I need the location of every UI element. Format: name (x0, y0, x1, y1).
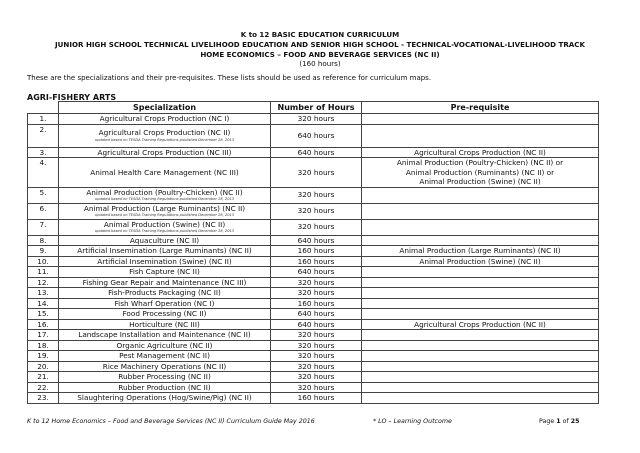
prerequisite-cell (362, 256, 599, 267)
specialization-cell (59, 235, 271, 246)
prerequisite-cell (362, 124, 599, 147)
prerequisite-cell (362, 361, 599, 372)
prerequisite-cell (362, 187, 599, 203)
hours-cell: 320 hours (271, 203, 362, 219)
prerequisite-cell (362, 319, 599, 330)
specialization-cell (59, 277, 271, 288)
specialization-name: Artificial Insemination (Swine) (NC II) (97, 256, 232, 266)
page-number: Page 1 of 25 (539, 418, 580, 425)
prerequisite-line: Agricultural Crops Production (NC II) (414, 147, 546, 157)
hours-cell: 320 hours (271, 277, 362, 288)
specialization-name: Horticulture (NC III) (129, 319, 200, 329)
prerequisite-cell (362, 158, 599, 188)
specialization-cell (59, 124, 271, 147)
specialization-name: Agricultural Crops Production (NC II) (98, 128, 231, 138)
prerequisite-line: Animal Production (Poultry-Chicken) (NC II) or (396, 158, 564, 167)
row-number: 10. (28, 256, 59, 267)
specialization-name: Food Processing (NC II) (122, 309, 207, 318)
table-row (28, 158, 599, 188)
specialization-name: Rubber Processing (NC II) (118, 372, 211, 381)
prerequisite-cell (362, 330, 599, 341)
specialization-cell (59, 298, 271, 309)
table-row (28, 319, 599, 330)
hours-cell: 320 hours (271, 114, 362, 125)
hours-cell: 320 hours (271, 361, 362, 372)
hours-cell: 640 hours (271, 124, 362, 147)
prerequisite-line: Animal Production (Swine) (NC II) (419, 256, 541, 266)
row-number: 15. (28, 309, 59, 320)
hours-cell: 320 hours (271, 351, 362, 362)
prerequisite-cell (362, 288, 599, 299)
hours-cell: 640 hours (271, 147, 362, 158)
table-row (28, 288, 599, 299)
specialization-name: Fish Capture (NC II) (129, 267, 200, 276)
hours-cell: 320 hours (271, 340, 362, 351)
table-row (28, 382, 599, 393)
table-row (28, 393, 599, 404)
row-number: 14. (28, 298, 59, 309)
specialization-cell (59, 330, 271, 341)
specialization-cell (59, 187, 271, 203)
hours-cell: 640 hours (271, 267, 362, 278)
document-header (0, 30, 640, 69)
prerequisite-line: Animal Production (Large Ruminants) (NC II) (399, 246, 561, 255)
specialization-name: Agricultural Crops Production (NC III) (97, 147, 232, 157)
footer-lo-note: * LO – Learning Outcome (373, 418, 452, 425)
prerequisite-line: Animal Production (Swine) (NC II) (419, 177, 541, 186)
hours-cell: 320 hours (271, 330, 362, 341)
table-row (28, 235, 599, 246)
prerequisite-cell (362, 235, 599, 246)
specialization-name: Fish Wharf Operation (NC I) (114, 298, 215, 308)
hours-cell: 160 hours (271, 298, 362, 309)
hours-cell: 320 hours (271, 158, 362, 188)
specialization-cell (59, 246, 271, 257)
prerequisite-line: Agricultural Crops Production (NC II) (414, 319, 546, 329)
row-number: 13. (28, 288, 59, 299)
table-row (28, 361, 599, 372)
specialization-name: Fishing Gear Repair and Maintenance (NC III) (82, 277, 247, 287)
table-row (28, 246, 599, 257)
prerequisite-cell (362, 372, 599, 383)
specialization-name: Artificial Insemination (Large Ruminants) (NC II) (77, 246, 252, 255)
specialization-cell (59, 147, 271, 158)
specialization-name: Aquaculture (NC II) (129, 235, 200, 245)
column-header-specialization: Specialization (59, 102, 271, 114)
prerequisite-cell (362, 203, 599, 219)
table-row (28, 256, 599, 267)
hours-cell: 320 hours (271, 187, 362, 203)
table-row (28, 124, 599, 147)
table-row (28, 277, 599, 288)
tesda-update-note: updated based on TESDA Training Regulations published December 28, 2013 (94, 137, 235, 142)
specialization-cell (59, 319, 271, 330)
row-number: 16. (28, 319, 59, 330)
intro-text: These are the specializations and their pre-requisites. These lists should be used as reference for curriculum maps. (27, 74, 432, 82)
table-row (28, 309, 599, 320)
row-number: 11. (28, 267, 59, 278)
prerequisite-line: Animal Production (Ruminants) (NC II) or (405, 167, 555, 177)
section-title: AGRI-FISHERY ARTS (27, 93, 117, 102)
row-number: 3. (28, 147, 59, 158)
specialization-name: Slaughtering Operations (Hog/Swine/Pig) (NC II) (77, 393, 252, 402)
row-number: 12. (28, 277, 59, 288)
specialization-name: Landscape Installation and Maintenance (NC II) (78, 330, 251, 339)
specializations-table (27, 101, 599, 404)
specialization-cell (59, 158, 271, 188)
header-line-3: HOME ECONOMICS – FOOD AND BEVERAGE SERVICES (NC II) (200, 49, 440, 59)
table-row (28, 203, 599, 219)
specialization-cell (59, 382, 271, 393)
table-row (28, 187, 599, 203)
specialization-name: Animal Health Care Management (NC III) (90, 167, 239, 177)
prerequisite-cell (362, 298, 599, 309)
specialization-name: Animal Production (Poultry-Chicken) (NC II) (86, 187, 243, 197)
specialization-cell (59, 361, 271, 372)
specialization-name: Rice Machinery Operations (NC II) (102, 361, 227, 371)
specialization-cell (59, 267, 271, 278)
hours-cell: 320 hours (271, 288, 362, 299)
column-header-prerequisite: Pre-requisite (362, 102, 599, 114)
prerequisite-cell (362, 267, 599, 278)
hours-cell: 640 hours (271, 309, 362, 320)
row-number: 7. (28, 219, 59, 235)
specialization-cell (59, 219, 271, 235)
row-number: 4. (28, 158, 59, 188)
table-row (28, 267, 599, 278)
tesda-update-note: updated based on TESDA Training Regulations published December 28, 2013 (94, 229, 235, 234)
table-row (28, 114, 599, 125)
specialization-name: Rubber Production (NC II) (118, 382, 211, 392)
table-row (28, 372, 599, 383)
hours-cell: 640 hours (271, 319, 362, 330)
header-line-4: (160 hours) (299, 59, 341, 69)
specialization-name: Animal Production (Large Ruminants) (NC II) (83, 203, 246, 213)
prerequisite-cell (362, 246, 599, 257)
prerequisite-cell (362, 393, 599, 404)
hours-cell: 160 hours (271, 256, 362, 267)
specialization-cell (59, 309, 271, 320)
hours-cell: 320 hours (271, 382, 362, 393)
specialization-name: Animal Production (Swine) (NC II) (103, 219, 226, 229)
row-number: 5. (28, 187, 59, 203)
prerequisite-cell (362, 219, 599, 235)
specialization-cell (59, 393, 271, 404)
specialization-cell (59, 203, 271, 219)
hours-cell: 160 hours (271, 246, 362, 257)
column-header-hours: Number of Hours (271, 102, 362, 114)
table-row (28, 219, 599, 235)
specialization-name: Fish-Products Packaging (NC II) (108, 288, 221, 297)
specialization-name: Pest Management (NC II) (119, 351, 210, 360)
specialization-cell (59, 256, 271, 267)
specialization-name: Agricultural Crops Production (NC I) (99, 114, 230, 123)
specialization-cell (59, 351, 271, 362)
row-number: 21. (28, 372, 59, 383)
header-line-2: JUNIOR HIGH SCHOOL TECHNICAL LIVELIHOOD EDUCATION AND SENIOR HIGH SCHOOL - TECHNICAL-VOCATIONAL-LIVELIHOOD TRACK (55, 39, 585, 49)
table-row (28, 351, 599, 362)
footer-guide-title: K to 12 Home Economics – Food and Beverage Services (NC II) Curriculum Guide May 2016 (27, 418, 315, 425)
hours-cell: 320 hours (271, 219, 362, 235)
specialization-cell (59, 288, 271, 299)
table-header-row (28, 102, 599, 114)
row-number: 20. (28, 361, 59, 372)
table-row (28, 298, 599, 309)
table-row (28, 147, 599, 158)
specialization-cell (59, 114, 271, 125)
table-row (28, 330, 599, 341)
row-number: 19. (28, 351, 59, 362)
row-number: 23. (28, 393, 59, 404)
hours-cell: 160 hours (271, 393, 362, 404)
hours-cell: 320 hours (271, 372, 362, 383)
prerequisite-cell (362, 340, 599, 351)
row-number: 9. (28, 246, 59, 257)
column-header-number (28, 102, 59, 114)
prerequisite-cell (362, 351, 599, 362)
tesda-update-note: updated based on TESDA Training Regulations published December 28, 2013 (94, 197, 235, 202)
tesda-update-note: updated based on TESDA Training Regulations published December 28, 2013 (94, 213, 235, 218)
row-number: 18. (28, 340, 59, 351)
table-row (28, 340, 599, 351)
prerequisite-cell (362, 114, 599, 125)
specialization-name: Organic Agriculture (NC II) (116, 340, 213, 350)
specialization-cell (59, 340, 271, 351)
row-number: 17. (28, 330, 59, 341)
header-line-1: K to 12 BASIC EDUCATION CURRICULUM (240, 30, 400, 39)
prerequisite-cell (362, 382, 599, 393)
hours-cell: 640 hours (271, 235, 362, 246)
row-number: 6. (28, 203, 59, 219)
row-number: 22. (28, 382, 59, 393)
prerequisite-cell (362, 277, 599, 288)
row-number: 8. (28, 235, 59, 246)
row-number: 2. (28, 124, 59, 147)
prerequisite-cell (362, 309, 599, 320)
prerequisite-cell (362, 147, 599, 158)
specialization-cell (59, 372, 271, 383)
row-number: 1. (28, 114, 59, 125)
